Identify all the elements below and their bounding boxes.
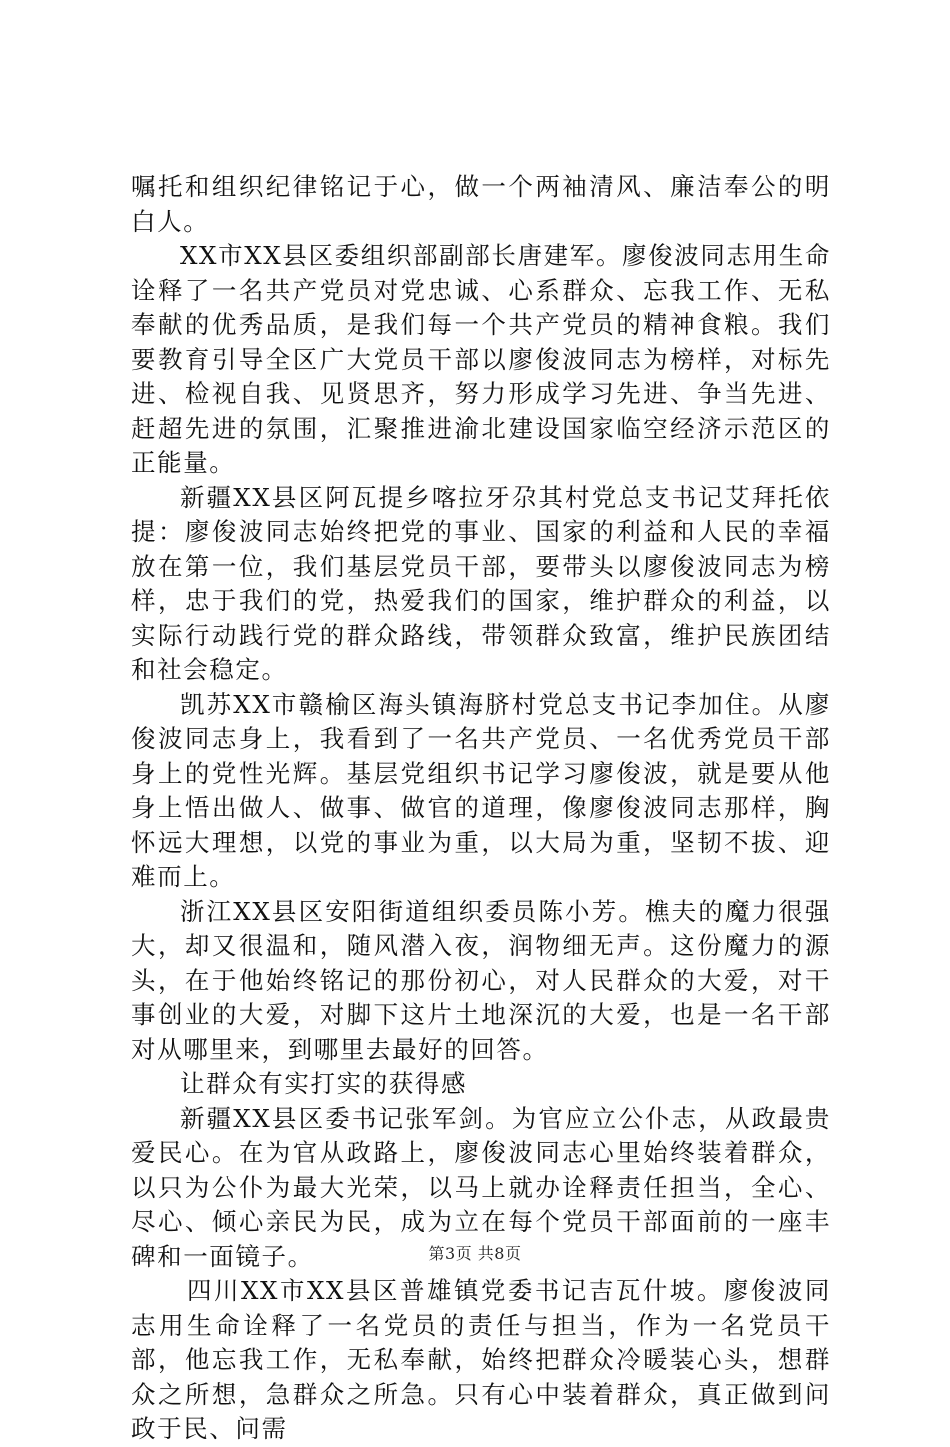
paragraph-tang-jianjun: XX市XX县区委组织部副部长唐建军。廖俊波同志用生命诠释了一名共产党员对党忠诚、心系群众、忘我工作、无私奉献的优秀品质，是我们每一个共产党员的精神食粮。我们要教育引导全区广大党员干部以廖俊波同志为榜样，对标先进、检视自我、见贤思齐，努力形成学习先进、争当先进、赶超先进的氛围，汇聚推进渝北建设国家临空经济示范区的正能量。 xyxy=(131,241,831,477)
paragraph-chen-xiaofang: 浙江XX县区安阳街道组织委员陈小芳。樵夫的魔力很强大，却又很温和，随风潜入夜，润物细无声。这份魔力的源头，在于他始终铭记的那份初心，对人民群众的大爱，对干事创业的大爱，对脚下这片土地深沉的大爱，也是一名干部对从哪里来，到哪里去最好的回答。 xyxy=(131,896,831,1064)
page-number-footer: 第3页 共8页 xyxy=(428,1244,522,1263)
paragraph-aibai-toyiti: 新疆XX县区阿瓦提乡喀拉牙尕其村党总支书记艾拜托依提：廖俊波同志始终把党的事业、国家的利益和人民的幸福放在第一位，我们基层党员干部，要带头以廖俊波同志为榜样，忠于我们的党，热爱我们的国家，维护群众的利益，以实际行动践行党的群众路线，带领群众致富，维护民族团结和社会稳定。 xyxy=(131,482,831,684)
paragraph-li-jiazhu: 凯苏XX市赣榆区海头镇海脐村党总支书记李加住。从廖俊波同志身上，我看到了一名共产党员、一名优秀党员干部身上的党性光辉。基层党组织书记学习廖俊波，就是要从他身上悟出做人、做事、做官的道理，像廖俊波同志那样，胸怀远大理想，以党的事业为重，以大局为重，坚韧不拔、迎难而上。 xyxy=(131,689,831,891)
paragraph-zhang-junjian: 新疆XX县区委书记张军剑。为官应立公仆志，从政最贵爱民心。在为官从政路上，廖俊波同志心里始终装着群众，以只为公仆为最大光荣，以马上就办诠释责任担当，全心、尽心、倾心亲民为民，成为立在每个党员干部面前的一座丰碑和一面镜子。 xyxy=(131,1103,831,1271)
paragraph-jiwa-shipo: 四川XX市XX县区普雄镇党委书记吉瓦什坡。廖俊波同志用生命诠释了一名党员的责任与担当，作为一名党员干部，他忘我工作，无私奉献，始终把群众冷暖装心头，想群众之所想，急群众之所急。只有心中装着群众，真正做到问政于民、问需 xyxy=(131,1276,831,1443)
paragraph-continuation: 嘱托和组织纪律铭记于心，做一个两袖清风、廉洁奉公的明白人。 xyxy=(131,172,831,236)
section-heading: 让群众有实打实的获得感 xyxy=(180,1069,468,1098)
